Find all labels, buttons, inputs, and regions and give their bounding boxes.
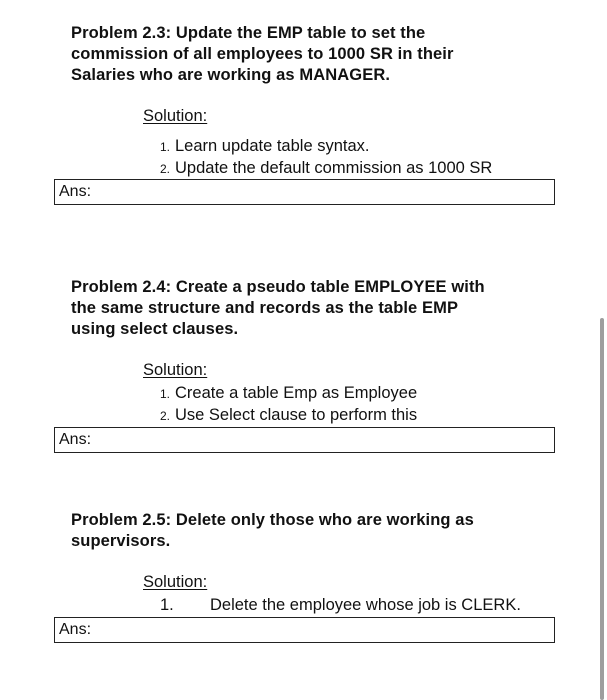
step-text: Delete the employee whose job is CLERK. [210,596,521,614]
problem-2-3-step-1 [160,136,369,157]
problem-2-4-title [71,277,485,340]
problem-2-4-step-2 [160,405,417,426]
problem-2-5-title [71,510,474,552]
problem-2-3-title-line-2: commission of all employees to 1000 SR in their [71,45,454,63]
problem-2-5-answer-box[interactable] [54,617,555,643]
problem-2-4-step-1 [160,383,417,404]
step-number: 1. [160,596,174,614]
problem-2-4-title-line-2: the same structure and records as the table EMP [71,299,459,317]
problem-2-3-step-2 [160,158,492,179]
step-number: 2. [160,409,171,423]
problem-2-4-title-line-3: using select clauses. [71,320,239,338]
problem-2-3-title [71,23,453,86]
answer-label: Ans: [59,621,92,638]
problem-2-4-title-line-1: Problem 2.4: Create a pseudo table EMPLOYEE with [71,278,485,296]
problem-2-5-title-line-1: Problem 2.5: Delete only those who are working as [71,511,474,529]
problem-2-4-answer-box[interactable] [54,427,555,453]
problem-2-5-solution-label: Solution: [143,573,208,591]
step-number: 2. [160,162,171,176]
problem-2-3-solution-label: Solution: [143,107,208,125]
answer-label: Ans: [59,431,92,448]
step-text: Use Select clause to perform this [175,406,418,424]
problem-2-5-step-1 [160,595,521,615]
problem-2-3-title-line-1: Problem 2.3: Update the EMP table to set the [71,24,426,42]
problem-2-4-solution-label: Solution: [143,361,208,379]
answer-label: Ans: [59,183,92,200]
step-text: Update the default commission as 1000 SR [175,159,493,177]
vertical-scrollbar[interactable] [600,318,604,700]
problem-2-3-answer-box[interactable] [54,179,555,205]
problem-2-5-title-line-2: supervisors. [71,532,171,550]
step-number: 1. [160,140,171,154]
step-text: Create a table Emp as Employee [175,384,418,402]
step-number: 1. [160,387,171,401]
step-text: Learn update table syntax. [175,137,370,155]
problem-2-3-title-line-3: Salaries who are working as MANAGER. [71,66,391,84]
